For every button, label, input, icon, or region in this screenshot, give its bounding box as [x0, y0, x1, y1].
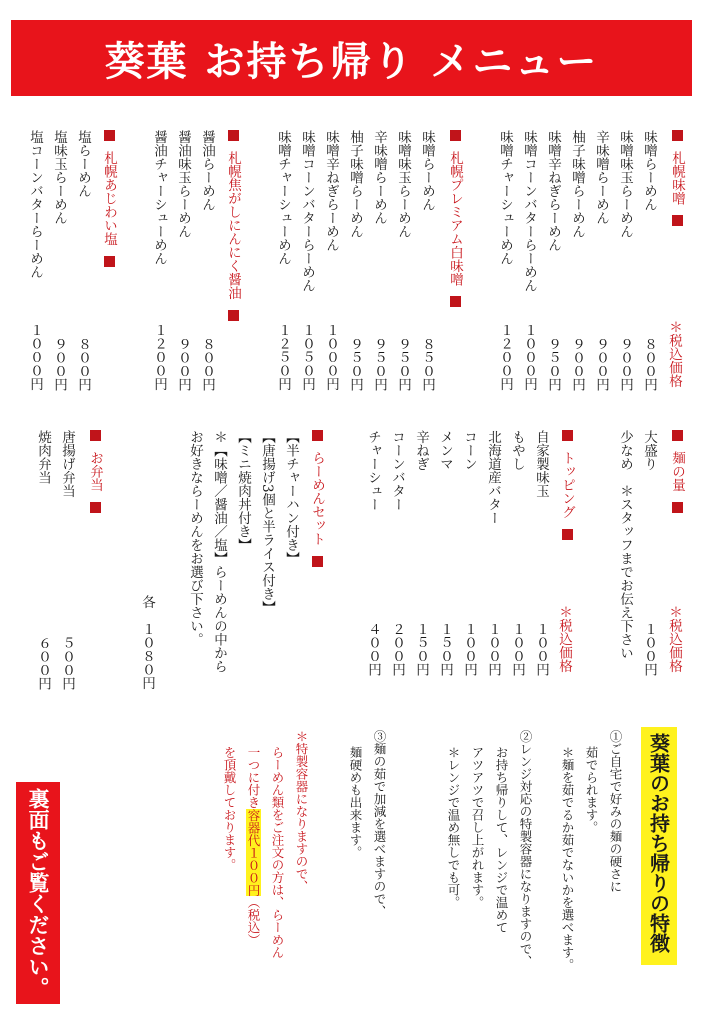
menu-item-price: １００円: [533, 622, 549, 676]
bullet-square-icon: [450, 130, 461, 141]
back-side-notice: 裏面もご覧ください。: [16, 782, 60, 1004]
bullet-square-icon: [104, 130, 115, 141]
tax-label-topping: ＊税込価格: [556, 605, 572, 673]
menu-item-name: 辛味噌らーめん: [593, 130, 609, 225]
bullet-square-icon: [228, 310, 239, 321]
feature-line: ＊麺を茹でるか茹でないかを選べます。: [560, 746, 575, 971]
set-line: ＊【味噌／醤油／塩】らーめんの中から: [211, 430, 227, 673]
container-fee-highlight: 容器代１００円: [246, 808, 261, 896]
set-price: 各 １０８０円: [139, 595, 155, 690]
bullet-square-icon: [90, 502, 101, 513]
menu-item-name: 味噌味玉らーめん: [617, 130, 633, 238]
section-heading-set: らーめんセット: [310, 430, 324, 567]
bullet-square-icon: [104, 256, 115, 267]
menu-item-name: 焼肉弁当: [35, 430, 51, 484]
set-line: 【ミニ焼肉丼付き】: [235, 430, 251, 552]
menu-item-price: １５０円: [413, 622, 429, 676]
bullet-square-icon: [90, 430, 101, 441]
bullet-square-icon: [672, 430, 683, 441]
menu-item-name: 少なめ ＊スタッフまでお伝え下さい: [617, 430, 633, 660]
menu-item-name: 北海道産バター: [485, 430, 501, 525]
menu-item-price: ９００円: [569, 337, 585, 391]
menu-item-name: 味噌チャーシューめん: [275, 130, 291, 265]
menu-item-name: 味噌味玉らーめん: [395, 130, 411, 238]
menu-item-price: １００円: [461, 622, 477, 676]
feature-line: ①ご自宅で好みの麺の硬さに: [608, 730, 623, 893]
menu-item-name: 醤油らーめん: [199, 130, 215, 211]
menu-item-price: ４００円: [365, 622, 381, 676]
tax-label-noodle: ＊税込価格: [666, 605, 682, 673]
section-heading-shoyu: 札幌焦がしにんにく醤油: [226, 130, 240, 321]
page-title: 葵葉 お持ち帰り メニュー: [104, 38, 599, 85]
menu-item-price: ８５０円: [419, 337, 435, 391]
feature-line: 麺硬めも出来ます。: [348, 746, 363, 859]
feature-line: ③麺の茹で加減を選べますので、: [372, 730, 387, 918]
tax-label-miso: ＊税込価格: [666, 320, 682, 388]
feature-line: 茹でられます。: [584, 746, 599, 834]
bullet-square-icon: [672, 502, 683, 513]
set-line: 【半チャーハン付き】: [283, 430, 299, 565]
section-heading-premium: 札幌プレミアム白味噌: [448, 130, 462, 307]
container-note-line: らーめん類をご注文の方は、らーめん: [270, 746, 285, 959]
menu-item-price: １００円: [509, 622, 525, 676]
menu-item-name: 塩コーンバターらーめん: [27, 130, 43, 279]
feature-line: ＊レンジで温め無しでも可。: [446, 746, 461, 909]
menu-item-price: ９５０円: [395, 337, 411, 391]
menu-item-price: ９５０円: [347, 337, 363, 391]
menu-item-price: １００円: [641, 622, 657, 676]
menu-item-name: 味噌コーンバターらーめん: [521, 130, 537, 292]
section-heading-noodle-amount: 麺の量: [670, 430, 684, 513]
bullet-square-icon: [672, 130, 683, 141]
section-heading-bento: お弁当: [88, 430, 102, 513]
menu-item-price: ８００円: [199, 337, 215, 391]
bullet-square-icon: [228, 130, 239, 141]
bullet-square-icon: [312, 556, 323, 567]
page-title-banner: [11, 20, 692, 96]
menu-item-price: ９００円: [593, 337, 609, 391]
feature-line: ②レンジ対応の特製容器になりますので、: [518, 730, 533, 968]
menu-item-name: 塩らーめん: [75, 130, 91, 198]
menu-item-name: 味噌コーンバターらーめん: [299, 130, 315, 292]
menu-item-price: １００円: [485, 622, 501, 676]
menu-item-name: 味噌チャーシューめん: [497, 130, 513, 265]
menu-item-price: １０５０円: [299, 323, 315, 391]
section-heading-shio: 札幌あじわい塩: [102, 130, 116, 267]
features-title: 葵葉のお持ち帰りの特徴: [641, 727, 677, 965]
bullet-square-icon: [312, 430, 323, 441]
menu-item-name: 柚子味噌らーめん: [347, 130, 363, 238]
feature-line: アツアツで召し上がれます。: [470, 746, 485, 909]
set-line: 【唐揚げ3個と半ライス付き】: [259, 430, 275, 615]
menu-item-price: ９５０円: [371, 337, 387, 391]
menu-item-price: １２００円: [151, 323, 167, 391]
menu-item-price: ９００円: [51, 337, 67, 391]
menu-item-name: 味噌らーめん: [641, 130, 657, 211]
menu-item-price: ９５０円: [545, 337, 561, 391]
set-line: お好きならーめんをお選び下さい。: [187, 430, 203, 646]
section-heading-topping: トッピング: [560, 430, 574, 540]
menu-item-name: もやし: [509, 430, 525, 471]
menu-item-name: コーンバター: [389, 430, 405, 511]
bullet-square-icon: [562, 529, 573, 540]
menu-item-price: １０００円: [323, 323, 339, 391]
menu-item-price: ６００円: [35, 636, 51, 690]
menu-item-name: コーン: [461, 430, 477, 471]
menu-item-price: １２００円: [497, 323, 513, 391]
menu-item-price: ８００円: [75, 337, 91, 391]
container-note-line: ＊特製容器になりますので、: [294, 730, 309, 893]
menu-item-price: ５００円: [59, 636, 75, 690]
menu-item-name: 味噌辛ねぎらーめん: [323, 130, 339, 252]
bullet-square-icon: [562, 430, 573, 441]
menu-item-name: 大盛り: [641, 430, 657, 471]
menu-item-name: 自家製味玉: [533, 430, 549, 498]
menu-item-name: 柚子味噌らーめん: [569, 130, 585, 238]
menu-item-name: 味噌らーめん: [419, 130, 435, 211]
menu-item-name: 辛ねぎ: [413, 430, 429, 471]
section-heading-miso: 札幌味噌: [670, 130, 684, 226]
feature-line: お持ち帰りして、レンジで温めて: [494, 746, 509, 934]
menu-item-name: 醤油チャーシューめん: [151, 130, 167, 265]
menu-item-price: １０００円: [27, 323, 43, 391]
bullet-square-icon: [672, 215, 683, 226]
menu-item-price: ８００円: [641, 337, 657, 391]
container-note-line: を頂戴しております。: [222, 746, 237, 871]
container-note-line: 一つに付き容器代１００円（税込）: [246, 746, 261, 946]
menu-item-name: 辛味噌らーめん: [371, 130, 387, 225]
menu-item-price: ９００円: [175, 337, 191, 391]
bullet-square-icon: [450, 296, 461, 307]
menu-item-name: 塩味玉らーめん: [51, 130, 67, 225]
menu-item-name: 醤油味玉らーめん: [175, 130, 191, 238]
menu-item-price: ２００円: [389, 622, 405, 676]
menu-item-price: ９００円: [617, 337, 633, 391]
menu-item-name: 味噌辛ねぎらーめん: [545, 130, 561, 252]
menu-item-price: １２５０円: [275, 323, 291, 391]
menu-item-price: １５０円: [437, 622, 453, 676]
menu-item-name: メンマ: [437, 430, 453, 471]
menu-item-name: チャーシュー: [365, 430, 381, 511]
menu-item-price: １０００円: [521, 323, 537, 391]
menu-item-name: 唐揚げ弁当: [59, 430, 75, 498]
